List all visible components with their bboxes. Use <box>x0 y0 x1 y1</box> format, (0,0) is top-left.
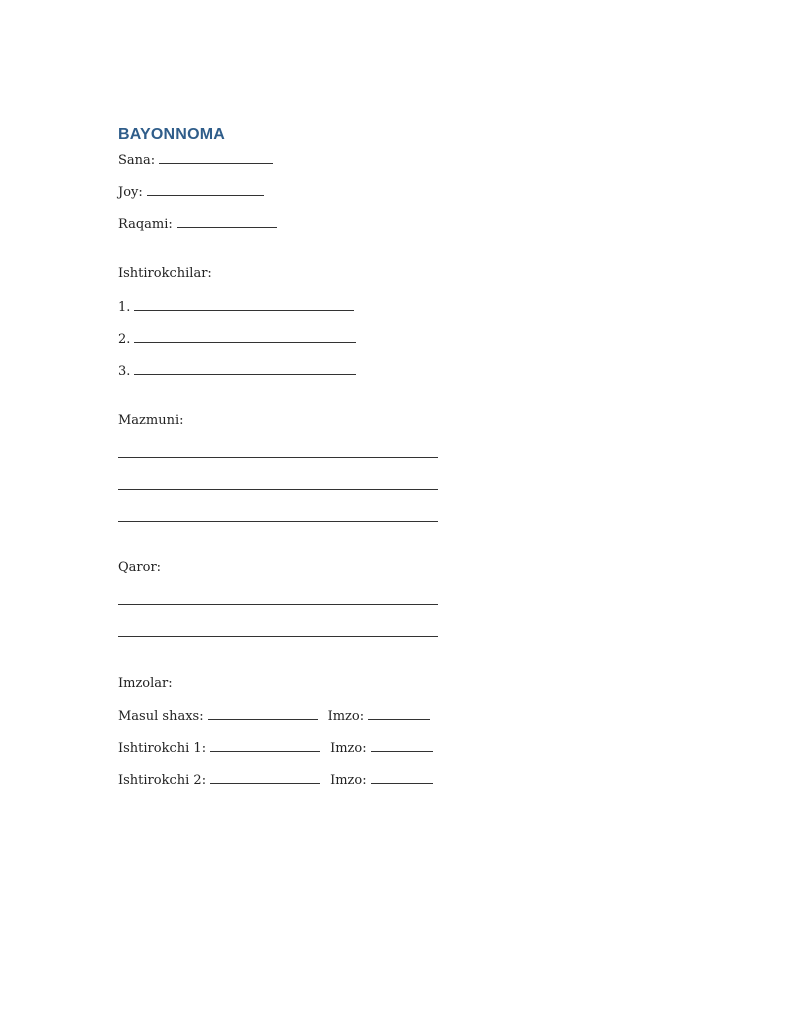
blank-line[interactable] <box>147 183 264 196</box>
signature-label: Imzo: <box>330 741 367 756</box>
document-title: BAYONNOMA <box>118 126 225 143</box>
name-blank-line[interactable] <box>210 771 320 784</box>
participant-number: 3. <box>118 364 131 379</box>
signature-role: Masul shaxs: <box>118 709 204 724</box>
participant-item <box>118 362 356 380</box>
signature-role: Ishtirokchi 2: <box>118 773 207 788</box>
blank-line[interactable] <box>134 298 354 311</box>
blank-line[interactable] <box>134 362 356 375</box>
sign-blank-line[interactable] <box>371 739 433 752</box>
decision-blank-line[interactable] <box>118 604 438 605</box>
blank-line[interactable] <box>134 330 356 343</box>
field-sana <box>118 151 273 169</box>
signature-row <box>118 739 433 757</box>
signature-label: Imzo: <box>330 773 367 788</box>
sign-blank-line[interactable] <box>368 707 430 720</box>
participant-number: 2. <box>118 332 131 347</box>
signatures-heading: Imzolar: <box>118 676 173 691</box>
blank-line[interactable] <box>159 151 273 164</box>
participant-number: 1. <box>118 300 131 315</box>
field-raqami <box>118 215 277 233</box>
field-label: Raqami: <box>118 217 173 232</box>
decision-blank-line[interactable] <box>118 636 438 637</box>
decision-heading: Qaror: <box>118 560 162 575</box>
participant-item <box>118 330 356 348</box>
signature-row <box>118 707 430 725</box>
signature-row <box>118 771 433 789</box>
field-label: Sana: <box>118 153 156 168</box>
signature-role: Ishtirokchi 1: <box>118 741 207 756</box>
content-blank-line[interactable] <box>118 521 438 522</box>
content-blank-line[interactable] <box>118 457 438 458</box>
content-heading: Mazmuni: <box>118 413 184 428</box>
participants-heading: Ishtirokchilar: <box>118 266 212 281</box>
participant-item <box>118 298 354 316</box>
field-label: Joy: <box>118 185 143 200</box>
signature-label: Imzo: <box>327 709 365 724</box>
name-blank-line[interactable] <box>210 739 320 752</box>
content-blank-line[interactable] <box>118 489 438 490</box>
blank-line[interactable] <box>177 215 277 228</box>
sign-blank-line[interactable] <box>371 771 433 784</box>
field-joy <box>118 183 264 201</box>
name-blank-line[interactable] <box>208 707 318 720</box>
